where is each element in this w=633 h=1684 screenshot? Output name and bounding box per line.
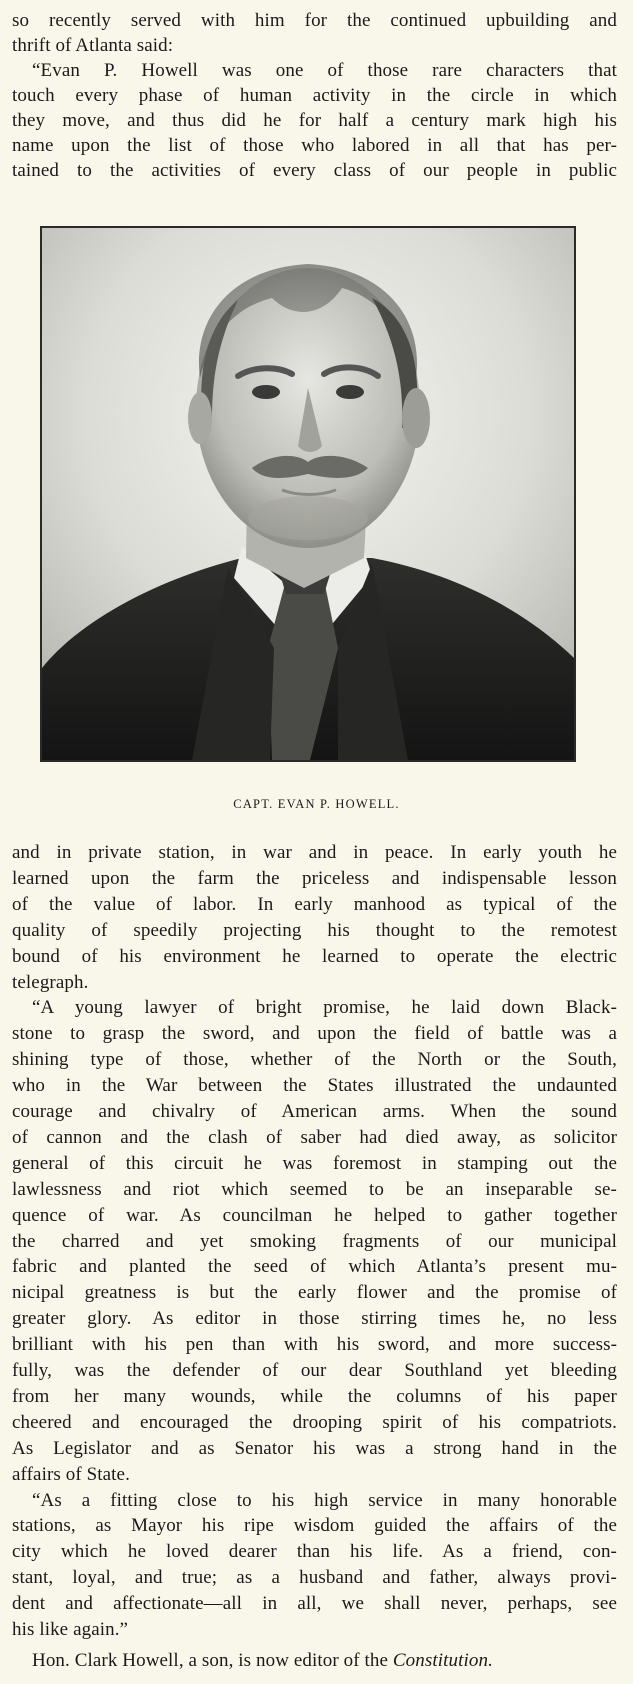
text-line: cheered and encouraged the drooping spirit of his compatriots. xyxy=(12,1412,617,1433)
text-line: the charred and yet smoking fragments of our municipal xyxy=(12,1231,617,1252)
text-line: telegraph. xyxy=(12,972,89,993)
text-line: lawlessness and riot which seemed to be an inseparable se- xyxy=(12,1179,617,1200)
text-line: bound of his environment he learned to operate the electric xyxy=(12,946,617,967)
text-line: learned upon the farm the priceless and indispensable lesson xyxy=(12,868,617,889)
text-line: thrift of Atlanta said: xyxy=(12,35,174,56)
text-line: tained to the activities of every class of our people in public xyxy=(12,160,617,181)
portrait-photo xyxy=(40,226,576,762)
text-line: they move, and thus did he for half a century mark high his xyxy=(12,110,617,131)
text-line: city which he loved dearer than his life. As a friend, con- xyxy=(12,1541,617,1562)
text-line: “A young lawyer of bright promise, he laid down Black- xyxy=(32,997,617,1018)
text-line: stant, loyal, and true; as a husband and father, always provi- xyxy=(12,1567,617,1588)
text-line: shining type of those, whether of the North or the South, xyxy=(12,1049,617,1070)
text-line: name upon the list of those who labored in all that has per- xyxy=(12,135,617,156)
text-line: from her many wounds, while the columns of his paper xyxy=(12,1386,617,1407)
newspaper-name: Constitution. xyxy=(392,1650,493,1671)
text-line: “As a fitting close to his high service in many honorable xyxy=(32,1490,617,1511)
text-line: of cannon and the clash of saber had died away, as solicitor xyxy=(12,1127,617,1148)
text-line: nicipal greatness is but the early flower and the promise of xyxy=(12,1282,617,1303)
text-line: affairs of State. xyxy=(12,1464,130,1485)
text-line: so recently served with him for the continued upbuilding and xyxy=(12,10,617,31)
text-line: his like again.” xyxy=(12,1619,129,1640)
text-line: brilliant with his pen than with his sword, and more success- xyxy=(12,1334,617,1355)
text-line: courage and chivalry of American arms. When the sound xyxy=(12,1101,617,1122)
text-line: fabric and planted the seed of which Atlanta’s present mu- xyxy=(12,1256,617,1277)
text-line: of the value of labor. In early manhood as typical of the xyxy=(12,894,617,915)
text-line: As Legislator and as Senator his was a strong hand in the xyxy=(12,1438,617,1459)
photo-caption: CAPT. EVAN P. HOWELL. xyxy=(233,797,400,811)
final-line xyxy=(32,1648,617,1673)
text-line: touch every phase of human activity in the circle in which xyxy=(12,85,617,106)
text-line: stone to grasp the sword, and upon the field of battle was a xyxy=(12,1023,617,1044)
text-line: quence of war. As councilman he helped to gather together xyxy=(12,1205,617,1226)
final-line-text: Hon. Clark Howell, a son, is now editor of the xyxy=(32,1650,393,1671)
text-line: and in private station, in war and in peace. In early youth he xyxy=(12,842,617,863)
text-line: dent and affectionate—all in all, we shall never, perhaps, see xyxy=(12,1593,617,1614)
text-line: stations, as Mayor his ripe wisdom guided the affairs of the xyxy=(12,1515,617,1536)
text-line: quality of speedily projecting his thought to the remotest xyxy=(12,920,617,941)
text-line: who in the War between the States illustrated the undaunted xyxy=(12,1075,617,1096)
text-line: “Evan P. Howell was one of those rare characters that xyxy=(32,60,617,81)
text-line: fully, was the defender of our dear Southland yet bleeding xyxy=(12,1360,617,1381)
text-line: general of this circuit he was foremost in stamping out the xyxy=(12,1153,617,1174)
portrait-illustration xyxy=(42,228,574,760)
text-line: greater glory. As editor in those stirring times he, no less xyxy=(12,1308,617,1329)
